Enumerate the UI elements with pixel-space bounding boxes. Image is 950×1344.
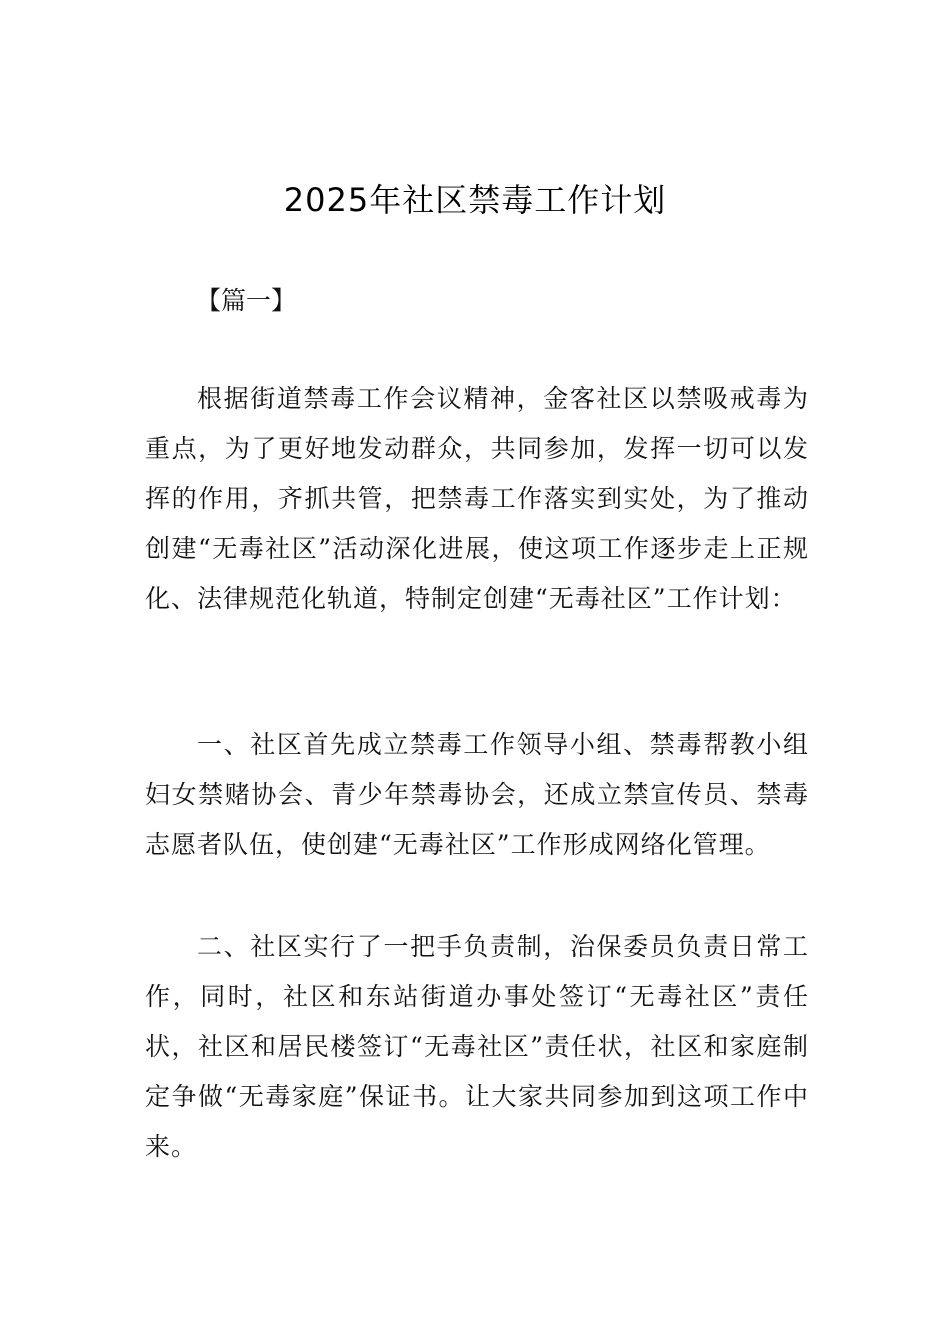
- section-label: 【篇一】: [196, 286, 297, 315]
- paragraph-item-two: 二、社区实行了一把手负责制，治保委员负责日常工作，同时，社区和东站街道办事处签订“无毒社区”责任状，社区和居民楼签订“无毒社区”责任状，社区和家庭制定争做“无毒家庭”保证书。让大家共同参加到这项工作中来。: [145, 932, 809, 1161]
- paragraph-intro: 根据街道禁毒工作会议精神，金客社区以禁吸戒毒为重点，为了更好地发动群众，共同参加，发挥一切可以发挥的作用，齐抓共管，把禁毒工作落实到实处，为了推动创建“无毒社区”活动深化进展，使这项工作逐步走上正规化、法律规范化轨道，特制定创建“无毒社区”工作计划：: [145, 384, 809, 613]
- paragraph-item-one: 一、社区首先成立禁毒工作领导小组、禁毒帮教小组妇女禁赌协会、青少年禁毒协会，还成立禁宣传员、禁毒志愿者队伍，使创建“无毒社区”工作形成网络化管理。: [145, 730, 809, 859]
- document-title: 2025年社区禁毒工作计划: [283, 181, 667, 219]
